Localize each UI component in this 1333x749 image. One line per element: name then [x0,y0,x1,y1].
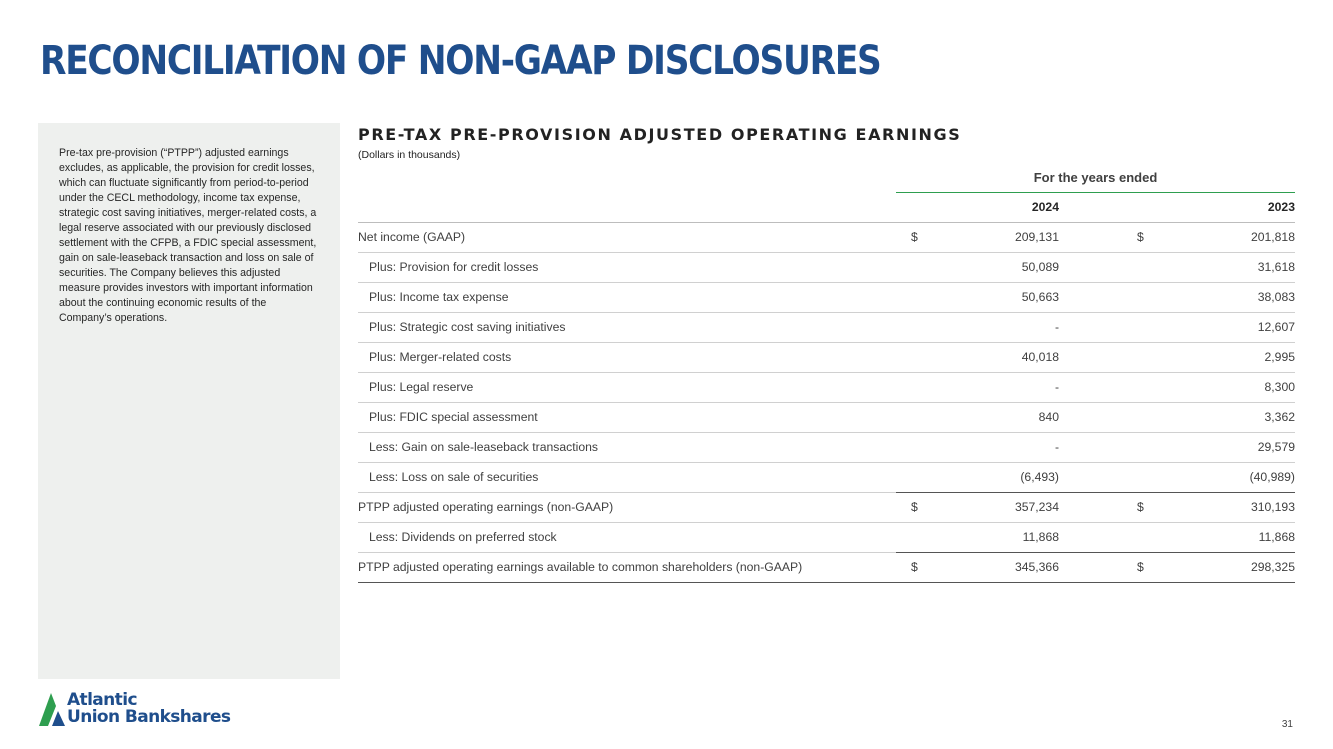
value-2024: 50,663 [1021,290,1059,304]
total-row [358,553,1295,583]
value-2023: 38,083 [1257,290,1295,304]
value-2024: 345,366 [1014,560,1059,574]
company-logo [39,690,231,731]
table-row [358,313,1295,343]
row-label: Plus: Merger-related costs [369,350,512,364]
value-2023: (40,989) [1249,470,1295,484]
currency-symbol: $ [1137,500,1144,514]
value-2023: 8,300 [1264,380,1295,394]
table-row [358,373,1295,403]
table-row [358,283,1295,313]
currency-symbol: $ [1137,230,1144,244]
value-2024: 840 [1038,410,1059,424]
table-row [358,523,1295,553]
value-2023: 310,193 [1250,500,1295,514]
logo-line-2: Union Bankshares [67,707,231,727]
row-label: PTPP adjusted operating earnings available to common shareholders (non-GAAP) [358,560,803,574]
page-title: RECONCILIATION OF NON-GAAP DISCLOSURES [40,38,881,84]
units-note: (Dollars in thousands) [358,149,461,161]
value-2024: - [1054,380,1059,394]
value-2023: 298,325 [1250,560,1295,574]
row-label: Less: Gain on sale-leaseback transactions [369,440,598,454]
value-2023: 201,818 [1250,230,1295,244]
row-label: PTPP adjusted operating earnings (non-GAAP) [358,500,614,514]
currency-symbol: $ [911,230,918,244]
table-row [358,253,1295,283]
value-2023: 11,868 [1258,530,1295,544]
table-row [358,463,1295,493]
table-row [358,343,1295,373]
value-2023: 31,618 [1257,260,1295,274]
value-2023: 2,995 [1264,350,1295,364]
year-2023-header: 2023 [1267,200,1295,214]
value-2024: - [1054,320,1059,334]
period-header: For the years ended [896,168,1295,193]
section-title: PRE-TAX PRE-PROVISION ADJUSTED OPERATING EARNINGS [358,125,962,144]
currency-symbol: $ [911,500,918,514]
value-2023: 29,579 [1257,440,1295,454]
logo-mark-icon [39,692,65,726]
value-2024: 50,089 [1021,260,1059,274]
sidebar-panel [38,123,340,679]
sidebar-description: Pre-tax pre-provision (“PTPP”) adjusted earnings excludes, as applicable, the provision for credit losses, which can fluctuate significantly from period-to-period under the CECL methodology, income tax expense, strategic cost saving initiatives, merger-related costs, a legal reserve associated with our previously disclosed settlement with the CFPB, a FDIC special assessment, gain on sale-leaseback transaction and loss on sale of securities. The Company believes this adjusted measure provides investors with important information about the continuing economic results of the Company’s operations. [59,147,317,324]
row-label: Plus: Legal reserve [369,380,474,394]
page-number: 31 [1281,719,1293,730]
currency-symbol: $ [1137,560,1144,574]
row-label: Plus: Strategic cost saving initiatives [369,320,566,334]
row-label: Less: Dividends on preferred stock [369,530,557,544]
value-2023: 3,362 [1264,410,1295,424]
value-2024: 209,131 [1014,230,1059,244]
table-row [358,433,1295,463]
year-2024-header: 2024 [1031,200,1059,214]
value-2024: 357,234 [1014,500,1059,514]
value-2024: 40,018 [1021,350,1059,364]
row-label: Less: Loss on sale of securities [369,470,539,484]
row-label: Plus: FDIC special assessment [369,410,538,424]
row-label: Plus: Income tax expense [369,290,509,304]
subtotal-row [358,493,1295,523]
table-row [358,403,1295,433]
value-2023: 12,607 [1257,320,1295,334]
value-2024: 11,868 [1022,530,1059,544]
year-header-row [358,193,1295,223]
table-row [358,223,1295,253]
row-label: Net income (GAAP) [358,230,466,244]
logo-wordmark [67,692,230,726]
value-2024: - [1054,440,1059,454]
row-label: Plus: Provision for credit losses [369,260,539,274]
value-2024: (6,493) [1020,470,1059,484]
currency-symbol: $ [911,560,918,574]
logo-line-1: Atlantic [67,690,137,710]
earnings-table [358,193,1295,583]
